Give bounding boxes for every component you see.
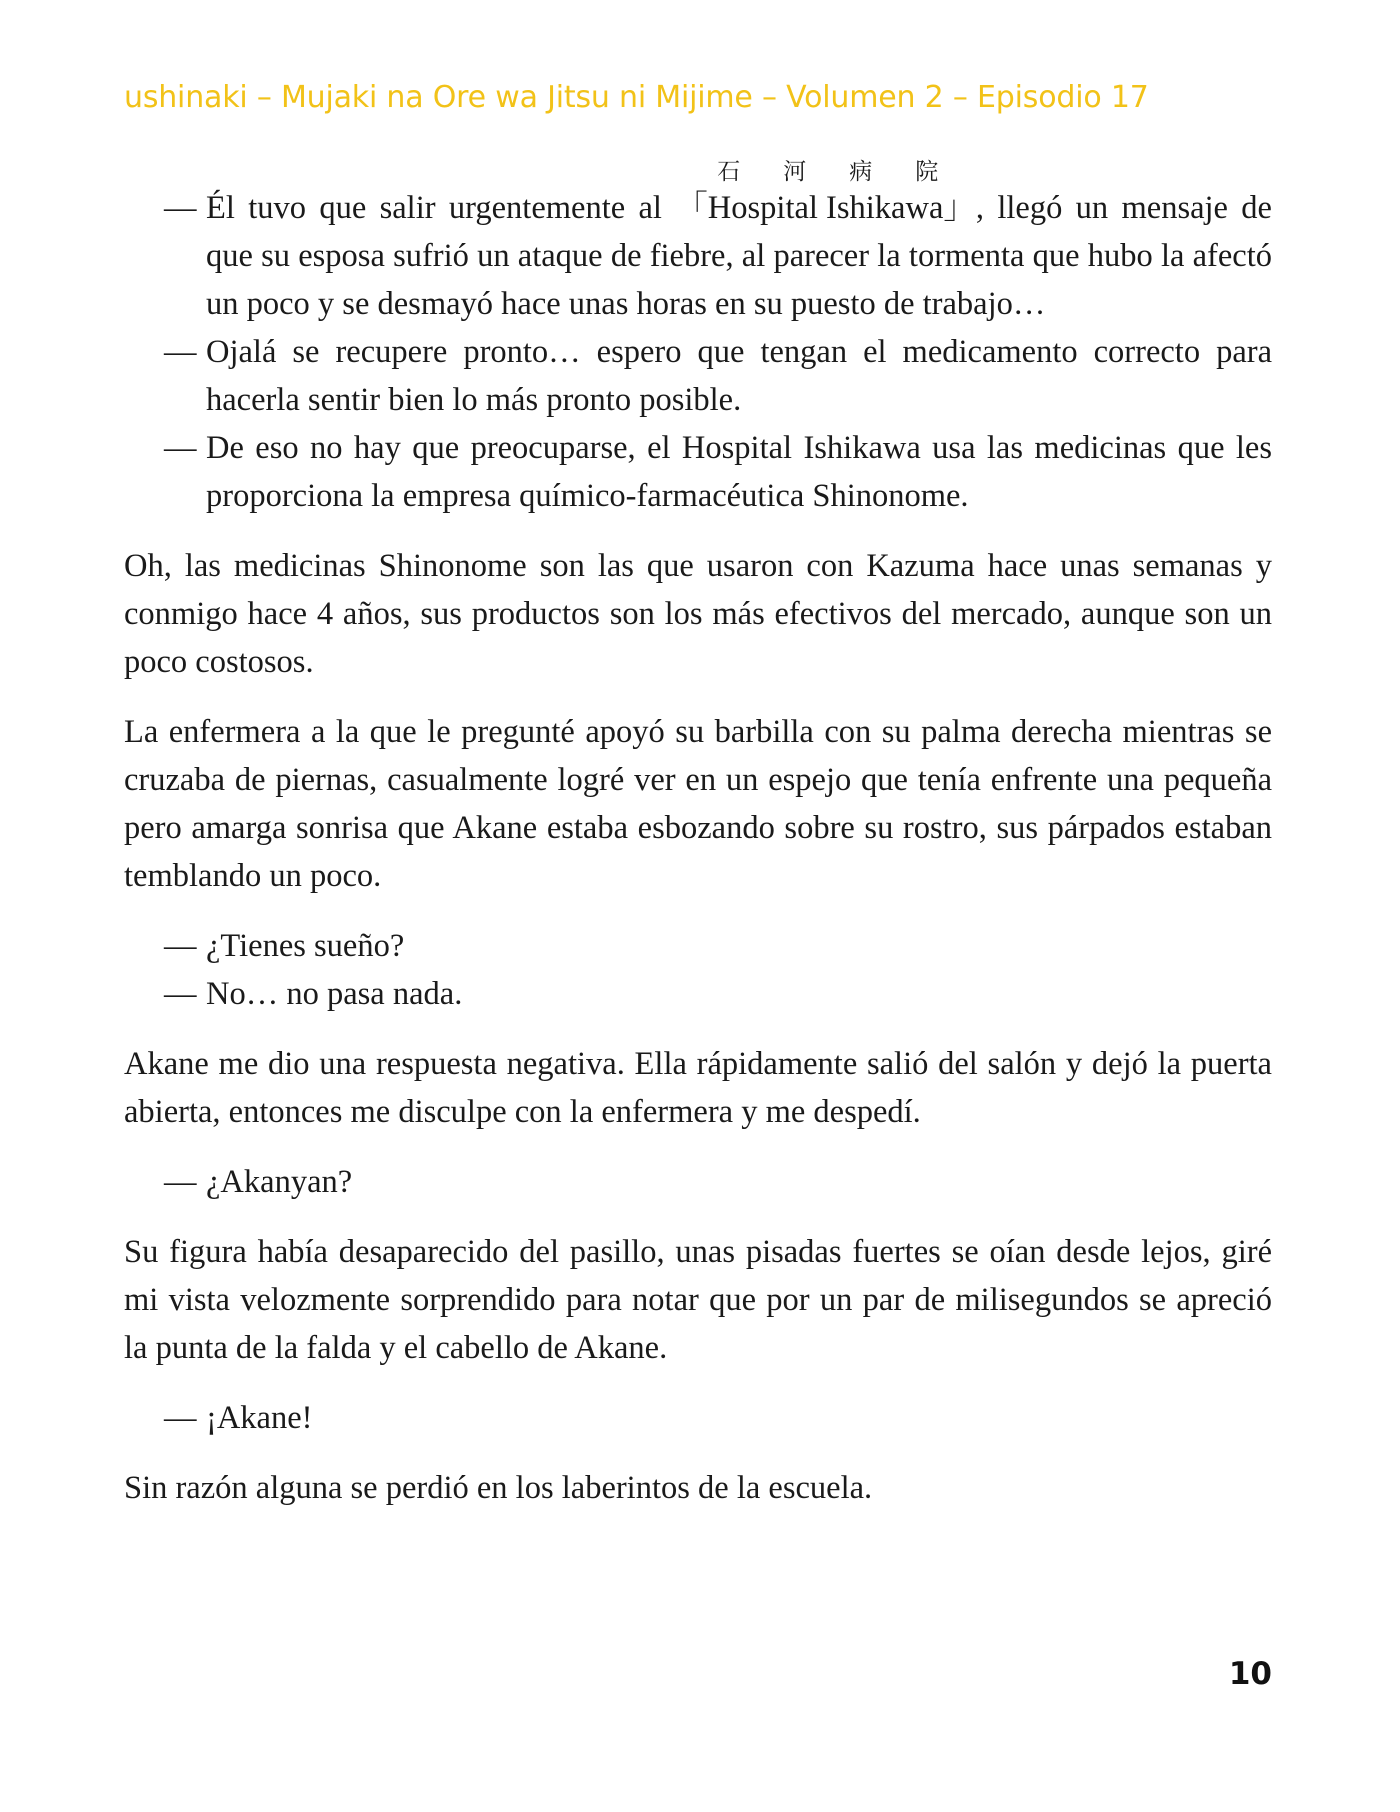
dialogue-text: Ojalá se recupere pronto… espero que tengan el medicamento correcto para hacerla sentir bien lo más pronto posible. [206,334,1272,418]
dialogue-text-pre: Él tuvo que salir urgentemente al [206,190,676,226]
dialogue-line [124,1394,1272,1442]
dialogue-group-4 [124,1394,1272,1442]
narrative-paragraph: Su figura había desaparecido del pasillo, unas pisadas fuertes se oían desde lejos, giré mi vista velozmente sorprendido para notar que por un par de milisegundos se apreció la punta de la falda y el cabello de Akane. [124,1234,1272,1366]
dialogue-text: ¿Akanyan? [206,1164,353,1200]
running-header: ushinaki – Mujaki na Ore wa Jitsu ni Mijime – Volumen 2 – Episodio 17 [124,80,1149,115]
em-dash: — [164,976,197,1012]
dialogue-group-2 [124,922,1272,1018]
dialogue-group-1 [124,159,1272,520]
dialogue-line [124,970,1272,1018]
furigana-char: 石 [717,159,741,185]
dialogue-line [124,424,1272,520]
furigana-char: 病 [849,159,873,185]
furigana-char: 河 [783,159,807,185]
narrative-paragraph: Akane me dio una respuesta negativa. Ella rápidamente salió del salón y dejó la puerta abierta, entonces me disculpe con la enfermera y me despedí. [124,1046,1272,1130]
em-dash: — [164,928,197,964]
dialogue-text-post: , llegó un mensaje de que su esposa sufrió un ataque de fiebre, al parecer la tormenta que hubo la afectó un poco y se desmayó hace unas horas en su puesto de trabajo… [206,190,1272,322]
dialogue-line [124,922,1272,970]
furigana [717,148,981,196]
page-number: 10 [1228,1656,1272,1692]
dialogue-text: ¡Akane! [206,1400,313,1436]
dialogue-line [124,159,1272,328]
dialogue-text: No… no pasa nada. [206,976,463,1012]
dialogue-text: De eso no hay que preocuparse, el Hospital Ishikawa usa las medicinas que les proporciona la empresa químico-farmacéutica Shinonome. [206,430,1272,514]
ruby-base: 「Hospital Ishikawa」 [675,190,976,226]
em-dash: — [164,430,197,466]
em-dash: — [164,334,197,370]
dialogue-line [124,328,1272,424]
em-dash: — [164,1164,197,1200]
em-dash: — [164,190,197,226]
dialogue-line [124,1158,1272,1206]
dialogue-text: ¿Tienes sueño? [206,928,405,964]
ruby-annotated-term [675,159,976,232]
dialogue-group-3 [124,1158,1272,1206]
em-dash: — [164,1400,197,1436]
narrative-paragraph: Oh, las medicinas Shinonome son las que usaron con Kazuma hace unas semanas y conmigo hace 4 años, sus productos son los más efectivos del mercado, aunque son un poco costosos. [124,548,1272,680]
narrative-paragraph: Sin razón alguna se perdió en los laberintos de la escuela. [124,1470,873,1506]
body-text [124,159,1272,1534]
narrative-paragraph: La enfermera a la que le pregunté apoyó su barbilla con su palma derecha mientras se cruzaba de piernas, casualmente logré ver en un espejo que tenía enfrente una pequeña pero amarga sonrisa que Akane estaba esbozando sobre su rostro, sus párpados estaban temblando un poco. [124,714,1272,894]
furigana-char: 院 [915,159,939,185]
